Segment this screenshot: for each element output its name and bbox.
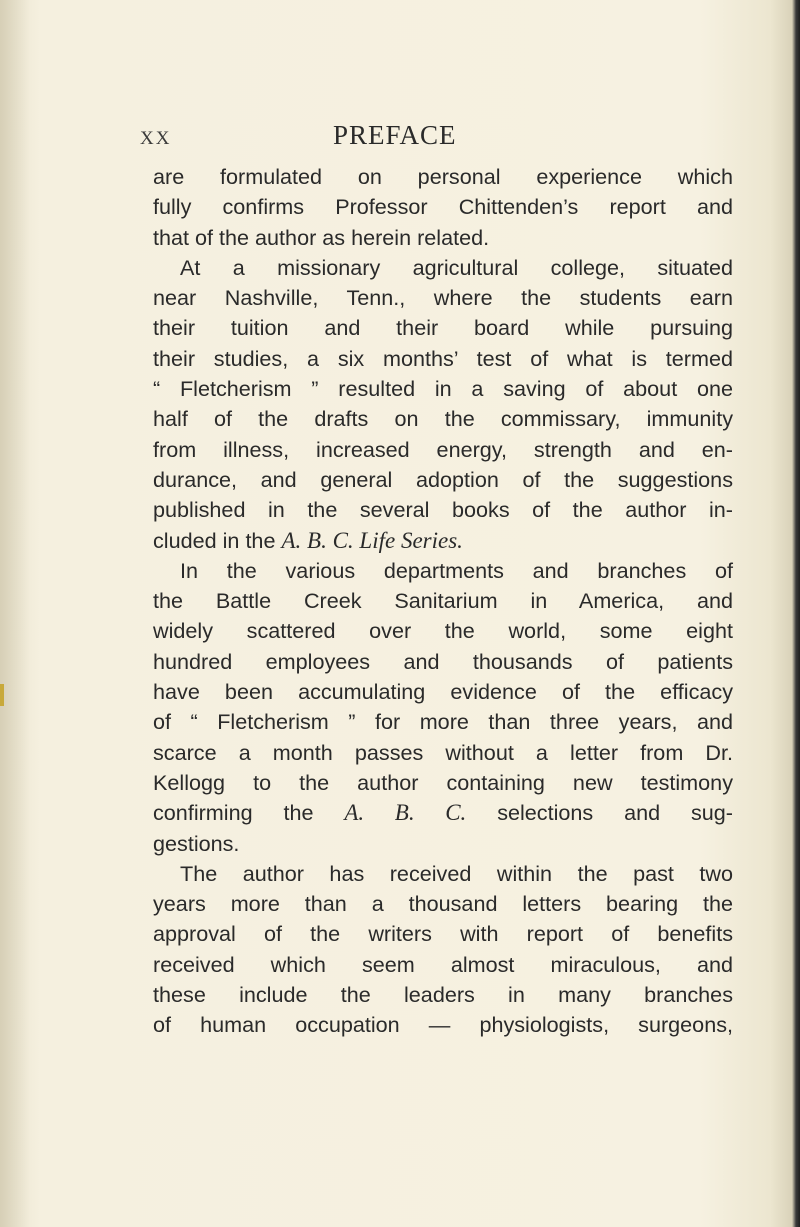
- text-line: published in the several books of the author in-: [153, 497, 733, 523]
- text-line: near Nashville, Tenn., where the students earn: [153, 285, 733, 311]
- text-line: their tuition and their board while pursuing: [153, 315, 733, 341]
- italic-abc: A. B. C.: [344, 800, 467, 826]
- running-head: PREFACE: [333, 120, 457, 150]
- text-line: [153, 798, 733, 828]
- body-text: [153, 162, 733, 1041]
- text-line: scarce a month passes without a letter from Dr.: [153, 739, 733, 765]
- text-line: received which seem almost miraculous, and: [153, 951, 733, 977]
- text-line: durance, and general adoption of the suggestions: [153, 466, 733, 492]
- text-line: of “ Fletcherism ” for more than three years, and: [153, 709, 733, 735]
- text-line: from illness, increased energy, strength and en-: [153, 436, 733, 462]
- text-line: these include the leaders in many branches: [153, 982, 733, 1008]
- text-line: Kellogg to the author containing new testimony: [153, 769, 733, 795]
- text-run: selections and sug-: [497, 800, 733, 826]
- text-line: The author has received within the past two: [180, 860, 733, 886]
- text-line: years more than a thousand letters bearing the: [153, 891, 733, 917]
- text-line: hundred employees and thousands of patients: [153, 648, 733, 674]
- page-header: [0, 118, 800, 158]
- text-line: half of the drafts on the commissary, immunity: [153, 406, 733, 432]
- text-run: cluded in the: [153, 527, 276, 553]
- text-line: approval of the writers with report of benefits: [153, 921, 733, 947]
- text-line: “ Fletcherism ” resulted in a saving of about one: [153, 376, 733, 402]
- text-run: confirming the: [153, 800, 314, 826]
- text-line: that of the author as herein related.: [153, 224, 490, 250]
- text-line: their studies, a six months’ test of what is termed: [153, 345, 733, 371]
- text-line: of human occupation — physiologists, surgeons,: [153, 1012, 733, 1038]
- text-line: In the various departments and branches of: [180, 557, 733, 583]
- book-series-title: A. B. C. Life Series.: [281, 527, 463, 553]
- text-line: have been accumulating evidence of the efficacy: [153, 679, 733, 705]
- page-gutter-shadow: [0, 0, 30, 1227]
- margin-mark: [0, 684, 4, 706]
- page-number: XX: [140, 128, 172, 149]
- text-line: [153, 526, 733, 556]
- text-line: the Battle Creek Sanitarium in America, and: [153, 588, 733, 614]
- text-line: are formulated on personal experience which: [153, 164, 733, 189]
- text-line: fully confirms Professor Chittenden’s report and: [153, 194, 733, 220]
- text-line: widely scattered over the world, some eight: [153, 618, 733, 644]
- text-line: At a missionary agricultural college, situated: [180, 254, 733, 280]
- text-line: gestions.: [153, 830, 240, 856]
